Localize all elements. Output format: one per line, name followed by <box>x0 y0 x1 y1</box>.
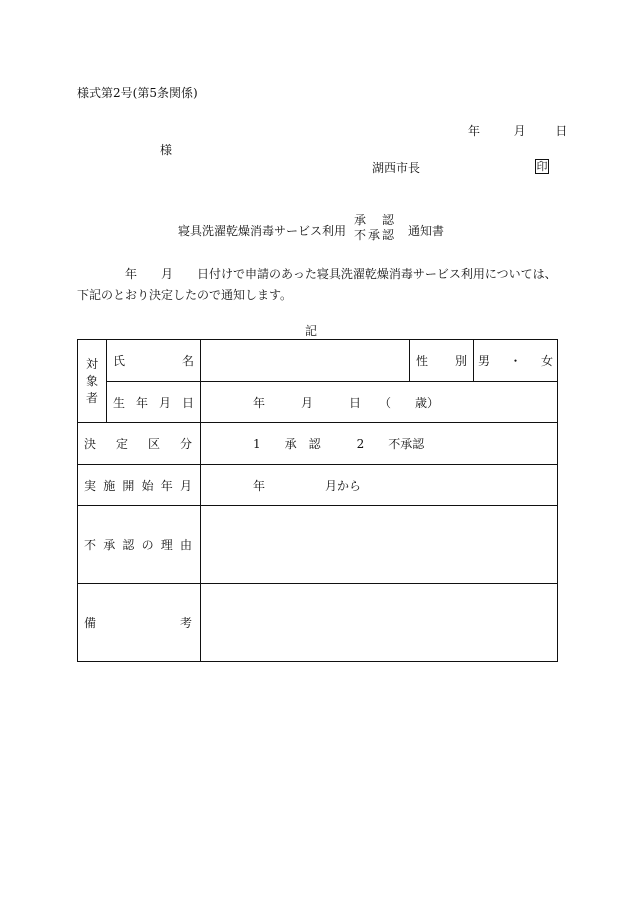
date-year: 年 <box>468 124 481 138</box>
reason-label: 不 承 認 の 理 由 <box>78 506 201 584</box>
start-field[interactable]: 年 月から <box>201 465 558 506</box>
decision-label: 決 定 区 分 <box>78 423 201 465</box>
subject-label: 対 象 者 <box>78 340 107 423</box>
form-number: 様式第2号(第5条関係) <box>77 86 198 100</box>
issue-date <box>468 122 567 139</box>
title-approve: 承 認 <box>354 213 397 227</box>
body-line-1: 年 月 日付けで申請のあった寝具洗濯乾燥消毒サービス利用については、 <box>125 267 557 281</box>
seal-icon: 印 <box>536 160 548 173</box>
birth-label: 生 年 月 日 <box>107 382 201 423</box>
sex-field[interactable]: 男 ・ 女 <box>474 340 558 382</box>
remarks-field[interactable] <box>201 584 558 662</box>
title-suffix: 通知書 <box>408 224 445 238</box>
birth-field[interactable]: 年 月 日 （ 歳） <box>201 382 558 423</box>
title-disapprove: 不承認 <box>354 228 397 242</box>
addressee-suffix: 様 <box>160 143 173 157</box>
name-field[interactable] <box>201 340 410 382</box>
sex-label: 性 別 <box>410 340 474 382</box>
table-row <box>78 340 558 382</box>
remarks-label: 備 考 <box>78 584 201 662</box>
ki-heading: 記 <box>305 324 318 338</box>
date-month: 月 <box>513 124 526 138</box>
body-line-2: 下記のとおり決定したので通知します。 <box>77 288 293 302</box>
decision-field[interactable]: 1 承 認 2 不承認 <box>201 423 558 465</box>
table-row <box>78 584 558 662</box>
table-row <box>78 382 558 423</box>
table-row <box>78 423 558 465</box>
table-row <box>78 465 558 506</box>
issuer-name: 湖西市長 <box>372 161 421 175</box>
table-row <box>78 506 558 584</box>
name-label: 氏 名 <box>107 340 201 382</box>
title-choice <box>354 213 396 243</box>
title-prefix: 寝具洗濯乾燥消毒サービス利用 <box>178 224 347 238</box>
start-label: 実 施 開 始 年 月 <box>78 465 201 506</box>
notice-table <box>77 339 558 662</box>
date-day: 日 <box>555 124 568 138</box>
reason-field[interactable] <box>201 506 558 584</box>
